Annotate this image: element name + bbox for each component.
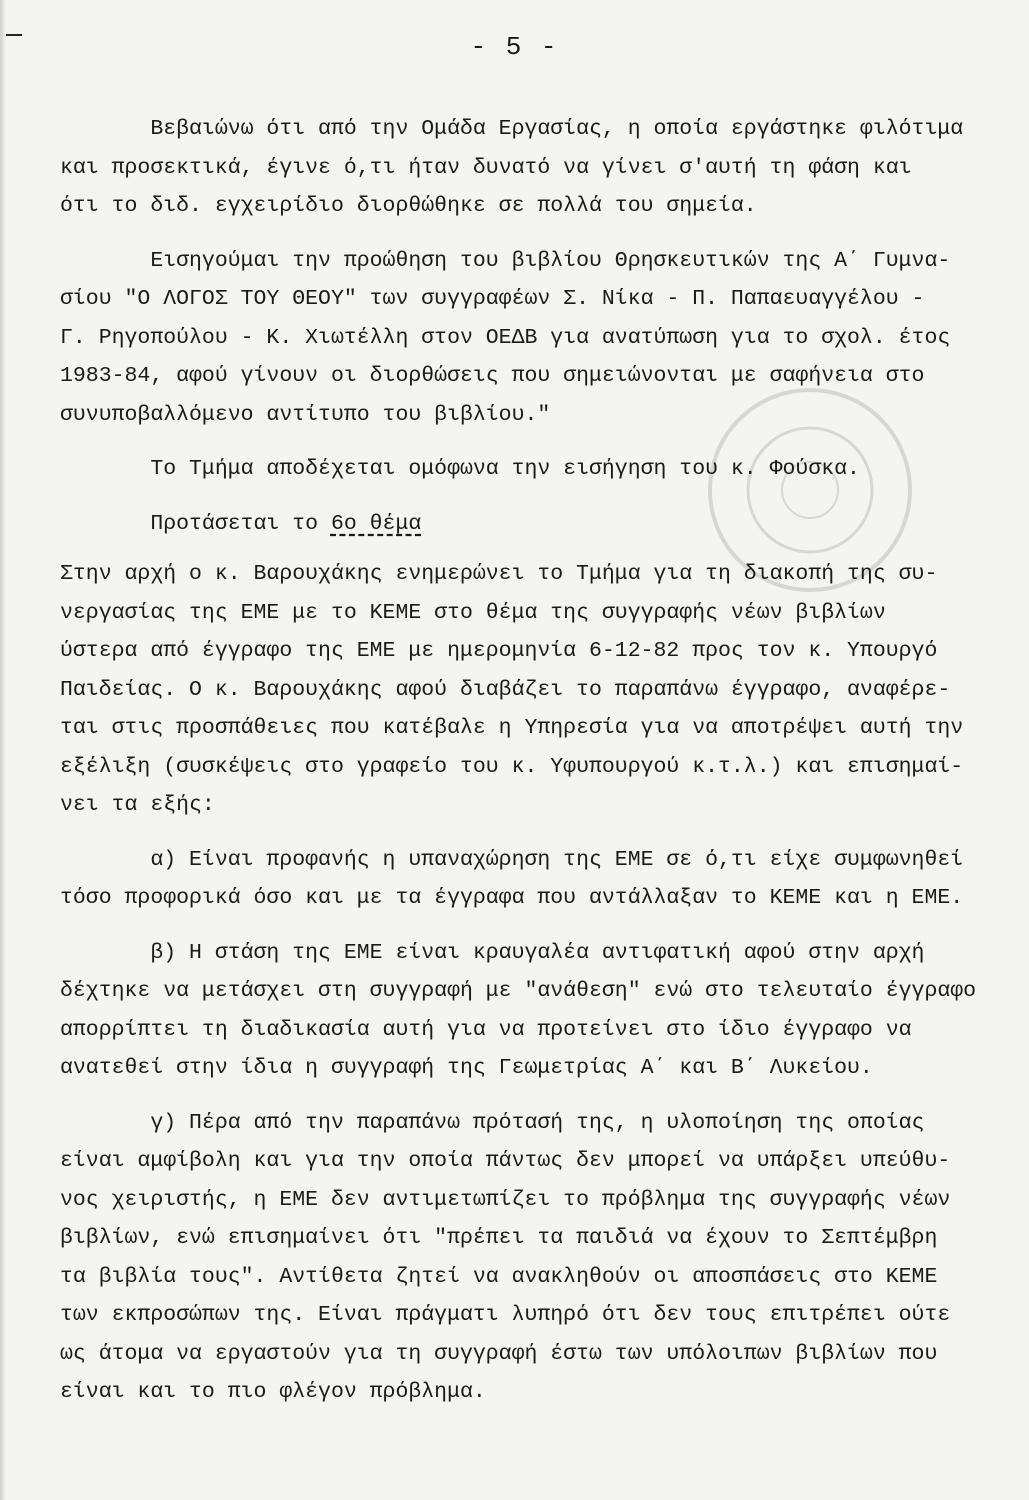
topic-heading: [60, 505, 1020, 544]
text-line: σίου "Ο ΛΟΓΟΣ ΤΟΥ ΘΕΟΥ" των συγγραφέων Σ. Νίκα - Π. Παπαευαγγέλου -: [60, 287, 925, 311]
text-line: Εισηγούμαι την προώθηση του βιβλίου Θρησκευτικών της Α΄ Γυμνα-: [60, 248, 951, 273]
text-line: τα βιβλία τους". Αντίθετα ζητεί να ανακληθούν οι αποσπάσεις στο ΚΕΜΕ: [60, 1264, 938, 1289]
text-line: ανατεθεί στην ίδια η συγγραφή της Γεωμετρίας Α΄ και Β΄ Λυκείου.: [60, 1056, 873, 1080]
paragraph: [60, 555, 1020, 825]
document-body: [60, 110, 1020, 1412]
text-line: Βεβαιώνω ότι από την Ομάδα Εργασίας, η οποία εργάστηκε φιλότιμα: [60, 117, 964, 141]
text-line: και προσεκτικά, έγινε ό,τι ήταν δυνατό να γίνει σ'αυτή τη φάση και: [60, 155, 912, 180]
text-line: ότι το διδ. εγχειρίδιο διορθώθηκε σε πολλά του σημεία.: [60, 194, 757, 218]
paragraph: [60, 841, 1020, 918]
text-line: δέχτηκε να μετάσχει στη συγγραφή με "ανάθεση" ενώ στο τελευταίο έγγραφο: [60, 979, 977, 1003]
text-line: νεργασίας της ΕΜΕ με το ΚΕΜΕ στο θέμα της συγγραφής νέων βιβλίων: [60, 600, 886, 625]
text-line: α) Είναι προφανής η υπαναχώρηση της ΕΜΕ σε ό,τι είχε συμφωνηθεί: [60, 847, 964, 872]
text-line: Το Τμήμα αποδέχεται ομόφωνα την εισήγηση του κ. Φούσκα.: [60, 457, 860, 481]
topic-number: 6ο θέμα: [330, 511, 422, 536]
paragraph: [60, 242, 1020, 435]
text-line: Γ. Ρηγοπούλου - Κ. Χιωτέλλη στον ΟΕΔΒ για ανατύπωση για το σχολ. έτος: [60, 325, 951, 350]
paragraph-group-2: [60, 555, 1020, 1412]
text-line: Παιδείας. Ο κ. Βαρουχάκης αφού διαβάζει το παραπάνω έγγραφο, αναφέρε-: [60, 677, 951, 702]
text-line: βιβλίων, ενώ επισημαίνει ότι "πρέπει τα παιδιά να έχουν το Σεπτέμβρη: [60, 1226, 938, 1250]
text-line: Στην αρχή ο κ. Βαρουχάκης ενημερώνει το Τμήμα για τη διακοπή της συ-: [60, 562, 938, 586]
page-number: - 5 -: [470, 32, 559, 62]
topic-prefix: Προτάσεται το: [60, 511, 331, 536]
paragraph-group-1: [60, 110, 1020, 489]
text-line: β) Η στάση της ΕΜΕ είναι κραυγαλέα αντιφατική αφού στην αρχή: [60, 940, 925, 965]
text-line: ως άτομα να εργαστούν για τη συγγραφή έστω των υπόλοιπων βιβλίων που: [60, 1341, 938, 1366]
text-line: εξέλιξη (συσκέψεις στο γραφείο του κ. Υφυπουργού κ.τ.λ.) και επισημαί-: [60, 754, 964, 779]
text-line: συνυποβαλλόμενο αντίτυπο του βιβλίου.": [60, 402, 551, 427]
text-line: είναι και το πιο φλέγον πρόβλημα.: [60, 1380, 486, 1404]
text-line: τόσο προφορικά όσο και με τα έγγραφα που αντάλλαξαν το ΚΕΜΕ και η ΕΜΕ.: [60, 886, 964, 910]
text-line: απορρίπτει τη διαδικασία αυτή για να προτείνει στο ίδιο έγγραφο να: [60, 1017, 912, 1042]
text-line: ται στις προσπάθειες που κατέβαλε η Υπηρεσία για να αποτρέψει αυτή την: [60, 716, 964, 740]
paragraph: [60, 110, 1020, 226]
text-line: γ) Πέρα από την παραπάνω πρότασή της, η υλοποίηση της οποίας: [60, 1110, 925, 1135]
paragraph: [60, 1104, 1020, 1412]
text-line: είναι αμφίβολη και για την οποία πάντως δεν μπορεί να υπάρξει υπεύθυ-: [60, 1149, 951, 1173]
text-line: νει τα εξής:: [60, 793, 215, 817]
text-line: 1983-84, αφού γίνουν οι διορθώσεις που σημειώνονται με σαφήνεια στο: [60, 364, 925, 388]
paragraph: [60, 450, 1020, 489]
page-edge-shadow: [0, 0, 6, 1500]
text-line: νος χειριστής, η ΕΜΕ δεν αντιμετωπίζει το πρόβλημα της συγγραφής νέων: [60, 1187, 951, 1212]
text-line: ύστερα από έγγραφο της ΕΜΕ με ημερομηνία 6-12-82 προς τον κ. Υπουργό: [60, 639, 938, 663]
paragraph: [60, 934, 1020, 1088]
text-line: των εκπροσώπων της. Είναι πράγματι λυπηρό ότι δεν τους επιτρέπει ούτε: [60, 1303, 951, 1327]
